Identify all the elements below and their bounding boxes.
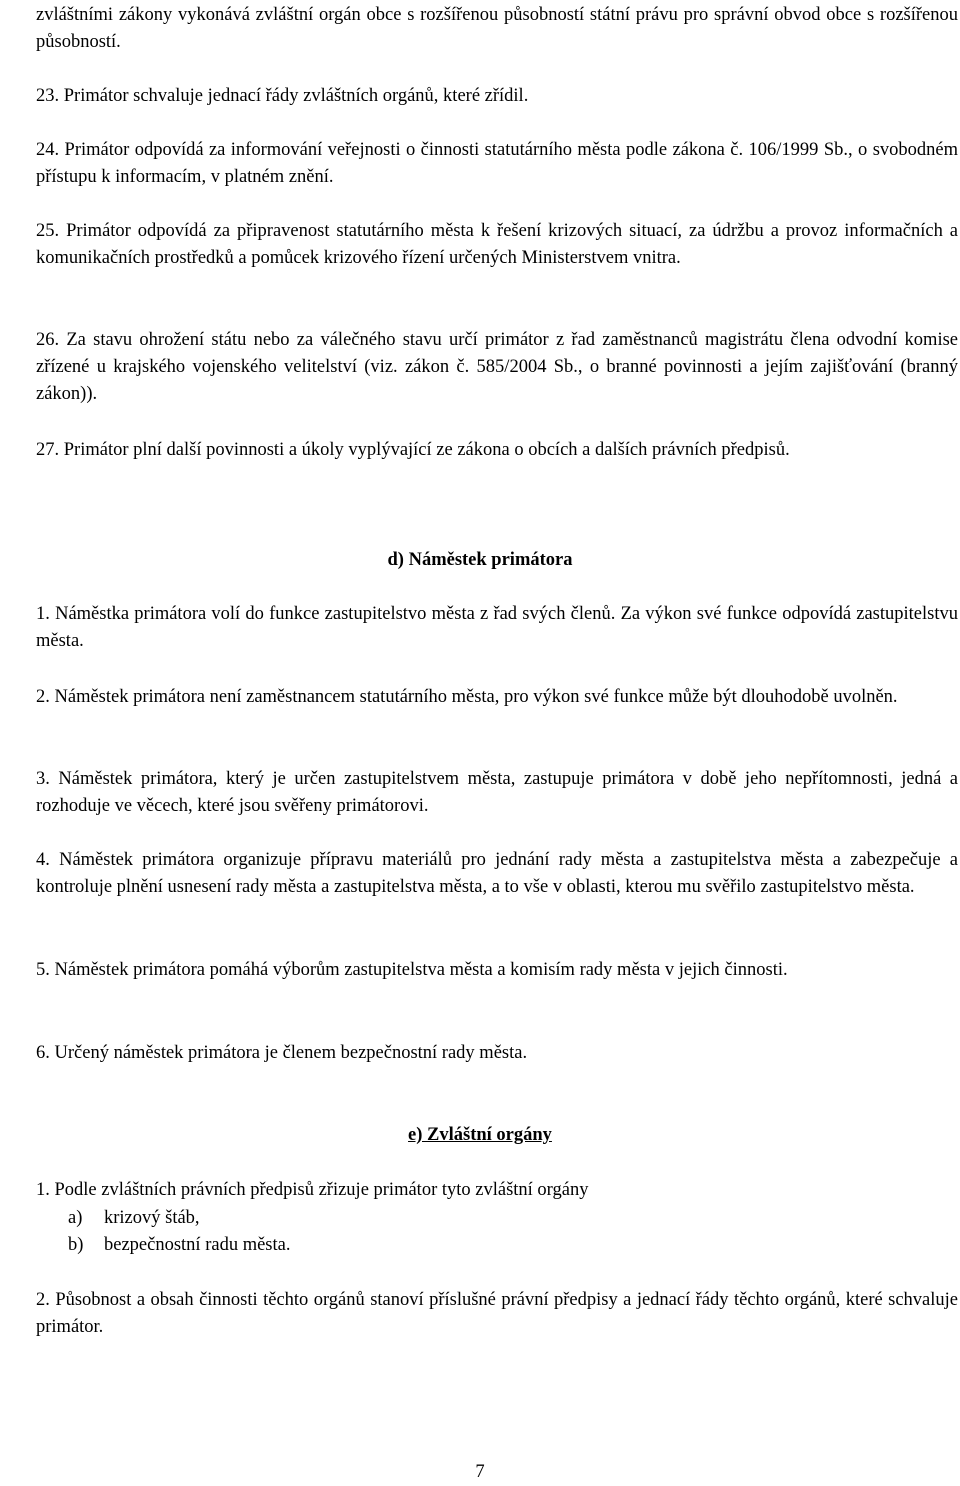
item-number: 25.	[36, 221, 60, 241]
item-text: Primátor odpovídá za připravenost statutárního města k řešení krizových situací, za údržbu a provoz informačních a komunikačních prostředků a pomůcek krizového řízení určených Ministerstvem vnitra.	[36, 221, 958, 268]
item-text: Náměstek primátora pomáhá výborům zastupitelstva města a komisím rady města v jejich činnosti.	[54, 960, 788, 980]
list-item-25	[36, 218, 958, 272]
item-text: Primátor schvaluje jednací řády zvláštních orgánů, které zřídil.	[63, 86, 529, 106]
item-text: Podle zvláštních právních předpisů zřizuje primátor tyto zvláštní orgány	[54, 1180, 589, 1200]
section-d-item-6	[36, 1040, 958, 1067]
item-number: 1.	[36, 1180, 50, 1200]
item-text: Náměstka primátora volí do funkce zastupitelstvo města z řad svých členů. Za výkon své funkce odpovídá zastupitelstvu města.	[36, 604, 958, 651]
list-item-26	[36, 327, 958, 408]
section-d-item-3	[36, 766, 958, 820]
list-item-24	[36, 137, 958, 191]
list-item-27	[36, 437, 958, 464]
item-text: Náměstek primátora organizuje přípravu materiálů pro jednání rady města a zastupitelstva města a zabezpečuje a kontroluje plnění usnesení rady města a zastupitelstva města, a to vše v oblasti, kterou mu svěřilo zastupitelstvo města.	[36, 850, 958, 897]
section-e-subitem-b	[68, 1232, 290, 1259]
section-d-item-1	[36, 601, 958, 655]
subitem-letter: b)	[68, 1235, 84, 1255]
subitem-text: krizový štáb,	[104, 1208, 200, 1228]
item-number: 6.	[36, 1043, 50, 1063]
page-number: 7	[475, 1462, 485, 1482]
section-heading-d: d) Náměstek primátora	[387, 550, 573, 570]
section-d-item-4	[36, 847, 958, 901]
item-number: 2.	[36, 1290, 50, 1310]
section-d-item-5	[36, 957, 958, 984]
item-text: Za stavu ohrožení státu nebo za válečného stavu určí primátor z řad zaměstnanců magistrátu člena odvodní komise zřízené u krajského vojenského velitelství (viz. zákon č. 585/2004 Sb., o branné povinnosti a jejím zajišťování (branný zákon)).	[36, 330, 958, 404]
section-e-item-2	[36, 1287, 958, 1341]
subitem-letter: a)	[68, 1208, 83, 1228]
section-heading-e	[0, 1122, 960, 1149]
section-heading-e-text: e) Zvláštní orgány	[408, 1125, 552, 1145]
item-text: Primátor odpovídá za informování veřejnosti o činnosti statutárního města podle zákona č. 106/1999 Sb., o svobodném přístupu k informacím, v platném znění.	[36, 140, 959, 187]
item-number: 27.	[36, 440, 60, 460]
item-number: 26.	[36, 330, 60, 350]
item-number: 3.	[36, 769, 50, 789]
item-number: 23.	[36, 86, 60, 106]
item-number: 4.	[36, 850, 50, 870]
item-text: Primátor plní další povinnosti a úkoly vyplývající ze zákona o obcích a dalších právních předpisů.	[63, 440, 790, 460]
item-text: Určený náměstek primátora je členem bezpečnostní rady města.	[54, 1043, 528, 1063]
intro-paragraph: zvláštními zákony vykonává zvláštní orgán obce s rozšířenou působností státní právu pro správní obvod obce s rozšířenou působností.	[36, 5, 958, 52]
item-text: Náměstek primátora, který je určen zastupitelstvem města, zastupuje primátora v době jeho nepřítomnosti, jedná a rozhoduje ve věcech, které jsou svěřeny primátorovi.	[36, 769, 959, 816]
subitem-text: bezpečnostní radu města.	[104, 1235, 291, 1255]
item-text: Náměstek primátora není zaměstnancem statutárního města, pro výkon své funkce může být dlouhodobě uvolněn.	[54, 687, 898, 707]
item-text: Působnost a obsah činnosti těchto orgánů stanoví příslušné právní předpisy a jednací řády těchto orgánů, které schvaluje primátor.	[36, 1290, 958, 1337]
section-e-subitem-a	[68, 1205, 200, 1232]
list-item-23	[36, 83, 958, 110]
item-number: 1.	[36, 604, 50, 624]
section-d-item-2	[36, 684, 958, 711]
item-number: 24.	[36, 140, 60, 160]
item-number: 2.	[36, 687, 50, 707]
item-number: 5.	[36, 960, 50, 980]
section-e-item-1	[36, 1177, 958, 1204]
